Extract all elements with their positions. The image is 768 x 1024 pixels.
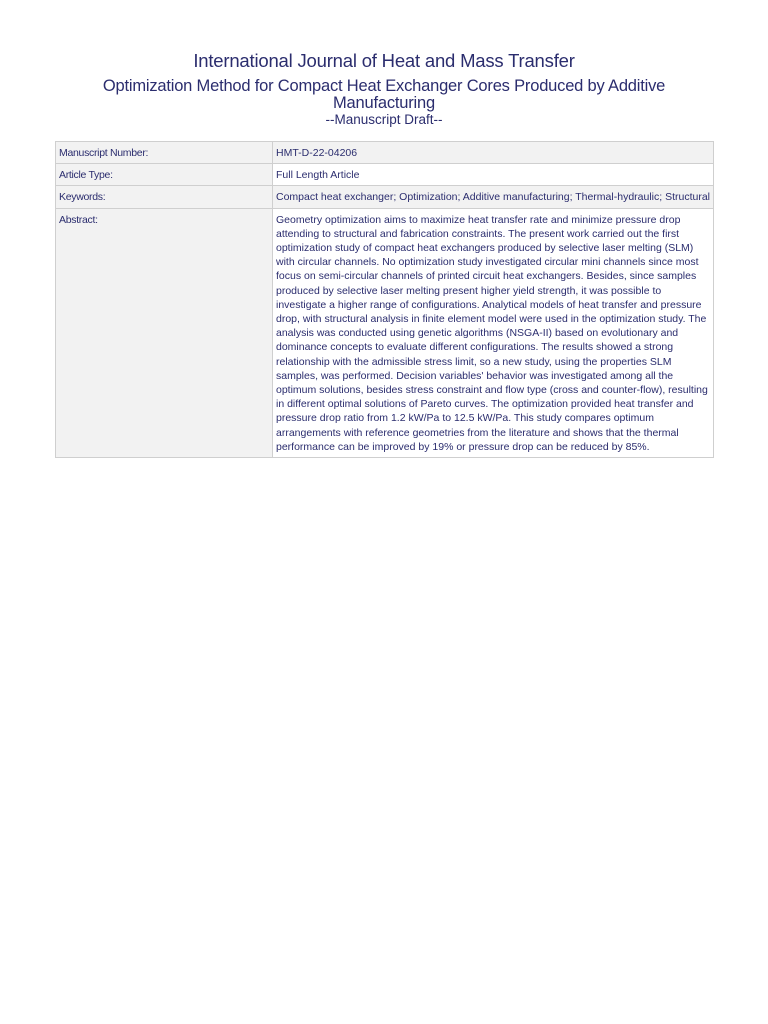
keywords-label: Keywords:	[56, 186, 273, 208]
article-title: Optimization Method for Compact Heat Exchanger Cores Produced by Additive Manufacturing	[102, 77, 666, 112]
document-header	[0, 50, 768, 127]
manuscript-details-table	[55, 141, 714, 458]
table-row	[56, 164, 714, 186]
abstract-value: Geometry optimization aims to maximize heat transfer rate and minimize pressure drop attending to structural and fabrication constraints. The present work carried out the first optimization study of compact heat exchangers produced by selective laser melting (SLM) with circular channels. No optimization study investigated circular mini channels since most focus on semi-circular channels of printed circuit heat exchangers. Besides, since samples produced by selective laser melting present higher yield strength, it was possible to investigate a higher range of configurations. Analytical models of heat transfer and pressure drop, with structural analysis in finite element model were used in the optimization study. The analysis was conducted using genetic algorithms (NSGA-II) based on evolutionary and dominance concepts to evaluate different configurations. The results showed a strong relationship with the admissible stress limit, so a new study, using the properties SLM samples, was performed. Decision variables' behavior was investigated among all the optimum solutions, besides stress constraint and flow type (cross and counter-flow), resulting in different optimal solutions of Pareto curves. The optimization provided heat transfer and pressure drop ratio from 1.2 kW/Pa to 12.5 kW/Pa. This study compares optimum arrangements with reference geometries from the literature and shows that the thermal performance can be improved by 19% or pressure drop can be reduced by 85%.	[273, 208, 714, 457]
manuscript-number-value: HMT-D-22-04206	[273, 142, 714, 164]
journal-name: International Journal of Heat and Mass Transfer	[193, 50, 575, 71]
keywords-value: Compact heat exchanger; Optimization; Additive manufacturing; Thermal-hydraulic; Structural	[273, 186, 714, 208]
abstract-label: Abstract:	[56, 208, 273, 457]
manuscript-number-label: Manuscript Number:	[56, 142, 273, 164]
article-type-label: Article Type:	[56, 164, 273, 186]
table-row	[56, 142, 714, 164]
table-row	[56, 186, 714, 208]
manuscript-draft-label: --Manuscript Draft--	[325, 112, 443, 127]
article-type-value: Full Length Article	[273, 164, 714, 186]
table-row	[56, 208, 714, 457]
